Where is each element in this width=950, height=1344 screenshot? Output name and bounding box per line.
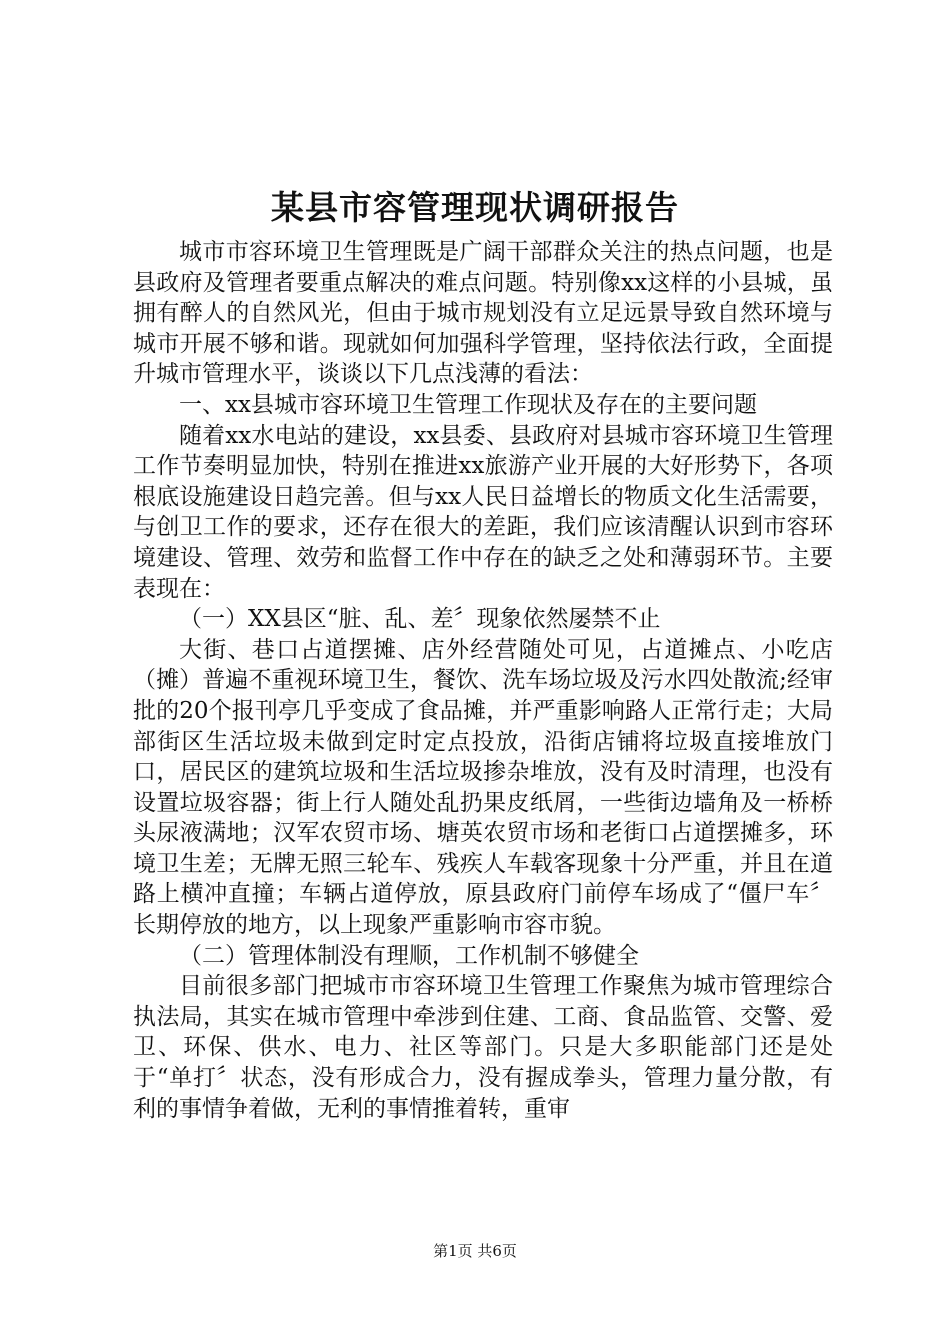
document-body bbox=[133, 237, 833, 1124]
subsection-1-paragraph: 大街、巷口占道摆摊、店外经营随处可见，占道摊点、小吃店（摊）普遍不重视环境卫生，餐饮、洗车场垃圾及污水四处散流;经审批的20个报刊亭几乎变成了食品摊，并严重影响路人正常行走；大局部街区生活垃圾未做到定时定点投放，沿街店铺将垃圾直接堆放门口，居民区的建筑垃圾和生活垃圾掺杂堆放，没有及时清理，也没有设置垃圾容器；街上行人随处乱扔果皮纸屑，一些街边墙角及一桥桥头尿液满地；汉军农贸市场、塘英农贸市场和老街口占道摆摊多，环境卫生差；无牌无照三轮车、残疾人车载客现象十分严重，并且在道路上横冲直撞；车辆占道停放，原县政府门前停车场成了“僵尸车〞长期停放的地方，以上现象严重影响市容市貌。 bbox=[133, 636, 833, 939]
page-footer: 第1页 共6页 bbox=[433, 1242, 517, 1260]
intro-paragraph: 城市市容环境卫生管理既是广阔干部群众关注的热点问题，也是县政府及管理者要重点解决的难点问题。特别像xx这样的小县城，虽拥有醉人的自然风光，但由于城市规划没有立足远景导致自然环境与城市开展不够和谐。现就如何加强科学管理，坚持依法行政，全面提升城市管理水平，谈谈以下几点浅薄的看法： bbox=[133, 239, 833, 388]
section-1-paragraph: 随着xx水电站的建设，xx县委、县政府对县城市容环境卫生管理工作节奏明显加快，特别在推进xx旅游产业开展的大好形势下，各项根底设施建设日趋完善。但与xx人民日益增长的物质文化生活需要，与创卫工作的要求，还存在很大的差距，我们应该清醒认识到市容环境建设、管理、效劳和监督工作中存在的缺乏之处和薄弱环节。主要表现在： bbox=[133, 422, 833, 602]
subsection-2-paragraph: 目前很多部门把城市市容环境卫生管理工作聚焦为城市管理综合执法局，其实在城市管理中牵涉到住建、工商、食品监管、交警、爱卫、环保、供水、电力、社区等部门。只是大多职能部门还是处于“单打〞状态，没有形成合力，没有握成拳头，管理力量分散，有利的事情争着做，无利的事情推着转，重审 bbox=[133, 973, 833, 1122]
section-heading-1: 一、xx县城市容环境卫生管理工作现状及存在的主要问题 bbox=[179, 391, 757, 418]
document-title: 某县市容管理现状调研报告 bbox=[271, 188, 679, 227]
subsection-heading-1: （一）XX县区“脏、乱、差〞现象依然屡禁不止 bbox=[179, 606, 661, 633]
subsection-heading-2: （二）管理体制没有理顺，工作机制不够健全 bbox=[179, 942, 639, 969]
